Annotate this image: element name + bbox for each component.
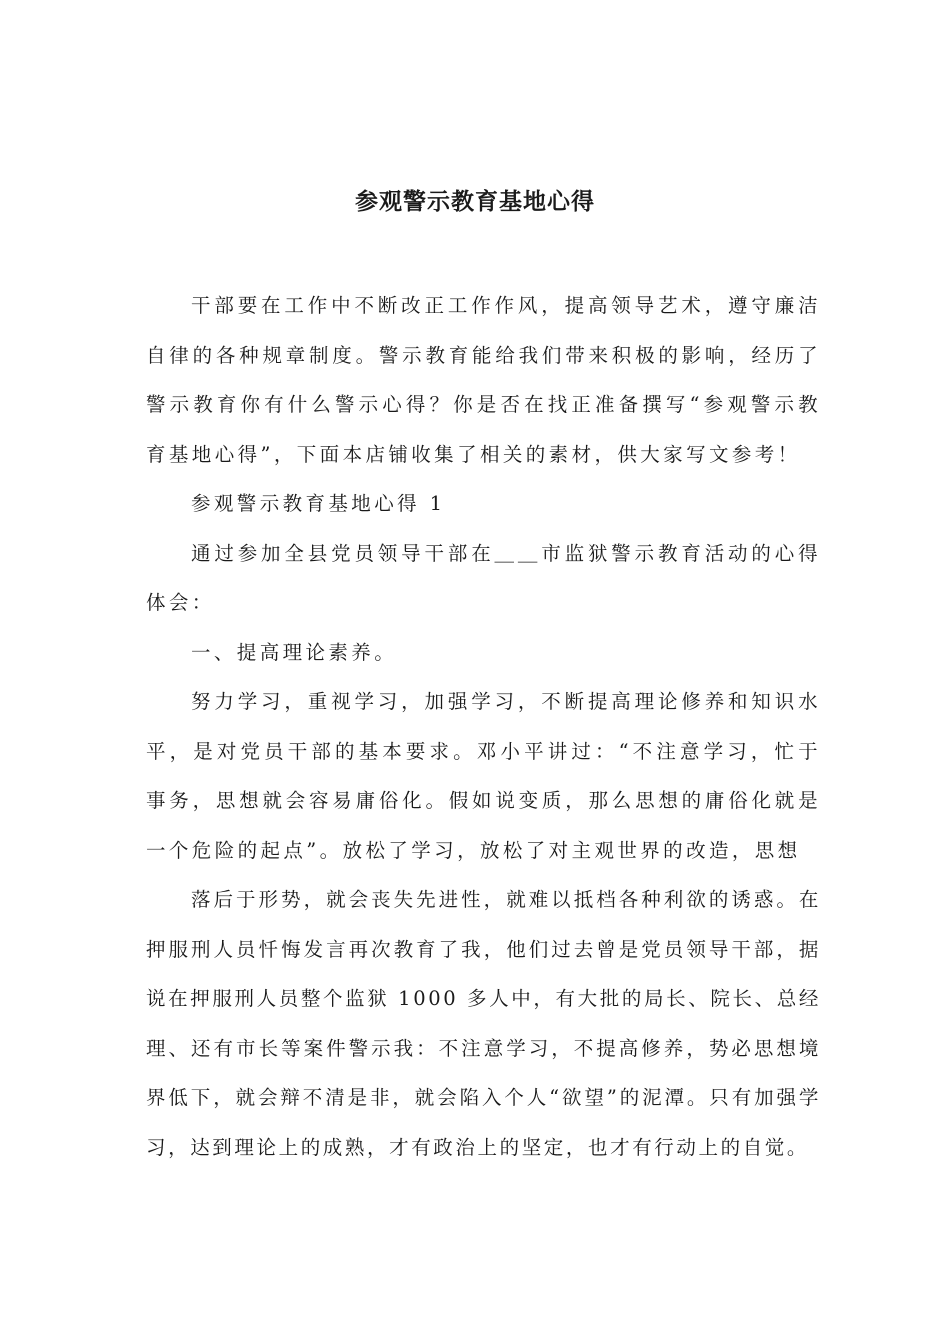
paragraph-warning: 落后于形势，就会丧失先进性，就难以抵档各种利欲的诱惑。在押服刑人员忏悔发言再次教育了我，他们过去曾是党员领导干部，据说在押服刑人员整个监狱 1000 多人中，有大批的局长、院长、总经理、还有市长等案件警示我：不注意学习，不提高修养，势必思想境界低下，就会辩不清是非，就会陷入个人“欲望”的泥潭。只有加强学习，达到理论上的成熟，才有政治上的坚定，也才有行动上的自觉。 bbox=[146, 888, 821, 1159]
paragraph-activity: 通过参加全县党员领导干部在＿＿市监狱警示教育活动的心得体会： bbox=[146, 541, 821, 614]
document-body bbox=[146, 281, 821, 1172]
subheading-theory: 一、提高理论素养。 bbox=[191, 640, 398, 664]
document-title: 参观警示教育基地心得 bbox=[355, 188, 595, 215]
paragraph-study: 努力学习，重视学习，加强学习，不断提高理论修养和知识水平，是对党员干部的基本要求。邓小平讲过：“不注意学习，忙于事务，思想就会容易庸俗化。假如说变质，那么思想的庸俗化就是一个危险的起点”。放松了学习，放松了对主观世界的改造，思想 bbox=[146, 690, 821, 862]
section-heading-1: 参观警示教育基地心得 1 bbox=[191, 492, 446, 515]
intro-paragraph: 干部要在工作中不断改正工作作风，提高领导艺术，遵守廉洁自律的各种规章制度。警示教育能给我们带来积极的影响，经历了警示教育你有什么警示心得？你是否在找正准备撰写“参观警示教育基地心得”，下面本店铺收集了相关的素材，供大家写文参考！ bbox=[146, 294, 821, 466]
